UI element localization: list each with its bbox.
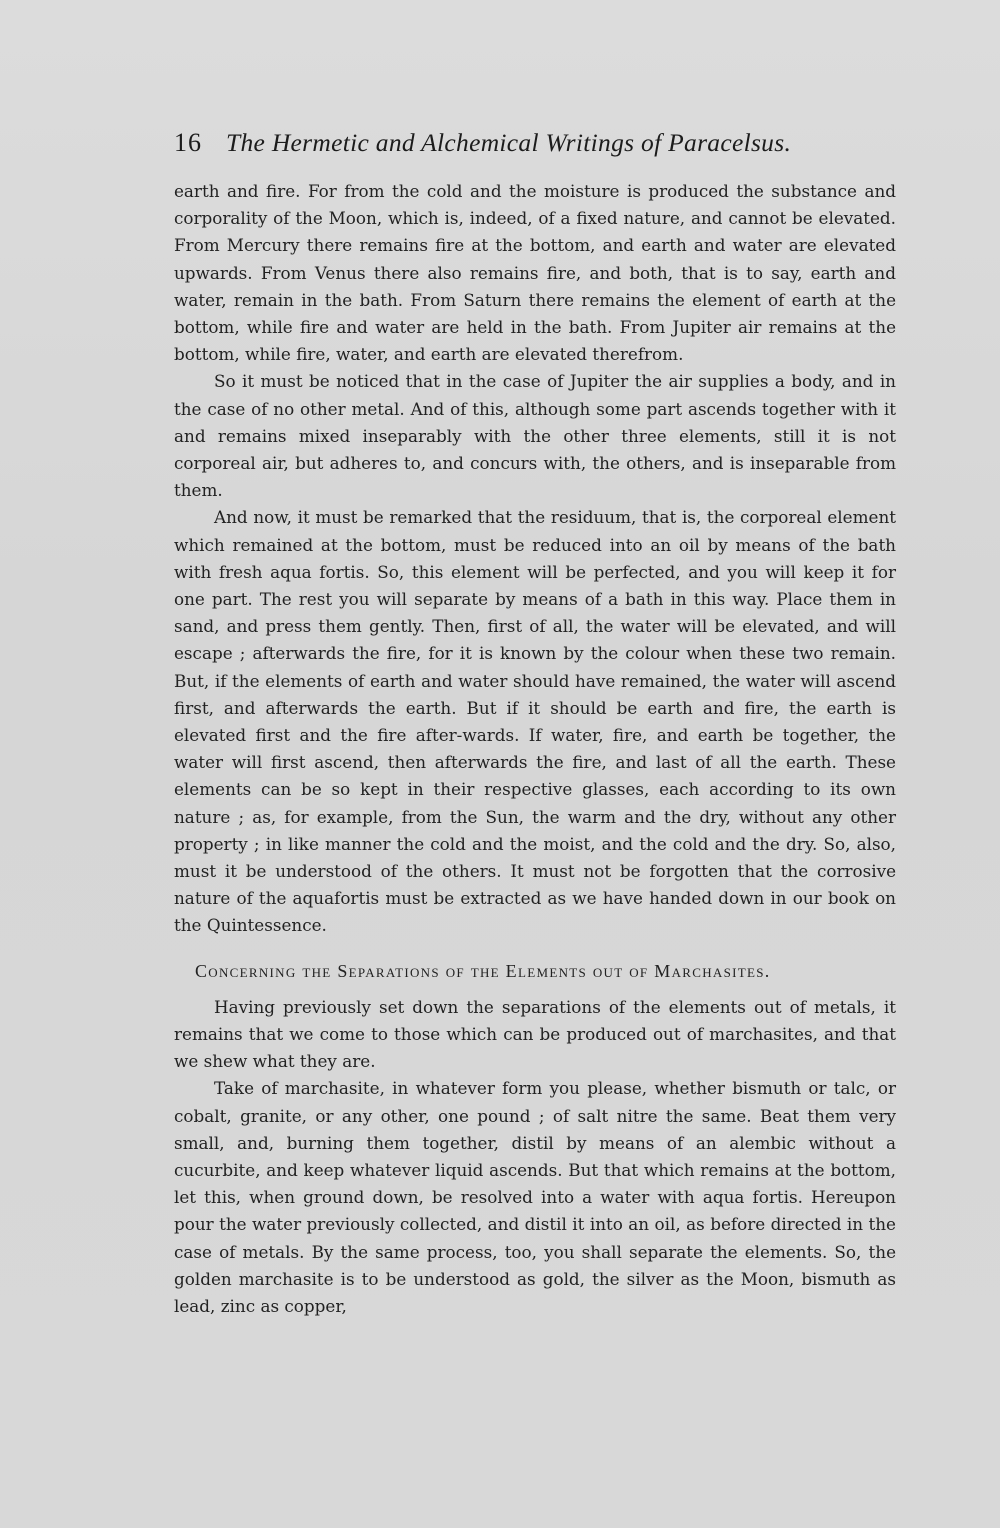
paragraph: And now, it must be remarked that the residuum, that is, the corporeal element which remained at the bottom, must be reduced into an oil by means of the bath with fresh aqua fortis. So, this element will be perfected, and you will keep it for one part. The rest you will separate by means of a bath in this way. Place them in sand, and press them gently. Then, first of all, the water will be elevated, and will escape ; afterwards the fire, for it is known by the colour when these two remain. But, if the elements of earth and water should have remained, the water will ascend first, and afterwards the earth. But if it should be earth and fire, the earth is elevated first and the fire after-wards. If water, fire, and earth be together, the water will first ascend, then afterwards the fire, and last of all the earth. These elements can be so kept in their respective glasses, each according to its own nature ; as, for example, from the Sun, the warm and the dry, without any other property ; in like manner the cold and the moist, and the cold and the dry. So, also, must it be understood of the others. It must not be forgotten that the corrosive nature of the aquafortis must be extracted as we have handed down in our book on the Quintessence. <box>174 507 896 936</box>
page-number: 16 <box>174 128 202 157</box>
paragraph: Take of marchasite, in whatever form you please, whether bismuth or talc, or cobalt, granite, or any other, one pound ; of salt nitre the same. Beat them very small, and, burning them together, distil by means of an alembic without a cucurbite, and keep whatever liquid ascends. But that which remains at the bottom, let this, when ground down, be resolved into a water with aqua fortis. Hereupon pour the water previously collected, and distil it into an oil, as before directed in the case of metals. By the same process, too, you shall separate the elements. So, the golden marchasite is to be understood as gold, the silver as the Moon, bismuth as lead, zinc as copper, <box>174 1078 896 1316</box>
page-header <box>174 128 844 158</box>
paragraph: So it must be noticed that in the case of Jupiter the air supplies a body, and in the case of no other metal. And of this, although some part ascends together with it and remains mixed inseparably with the other three elements, still it is not corporeal air, but adheres to, and concurs with, the others, and is inseparable from them. <box>174 371 896 501</box>
running-title: The Hermetic and Alchemical Writings of Paracelsus. <box>226 128 792 157</box>
section-heading: Concerning the Separations of the Elements out of Marchasites. <box>195 960 771 981</box>
paragraph: earth and fire. For from the cold and the moisture is produced the substance and corporality of the Moon, which is, indeed, of a fixed nature, and cannot be elevated. From Mercury there remains fire at the bottom, and earth and water are elevated upwards. From Venus there also remains fire, and both, that is to say, earth and water, remain in the bath. From Saturn there remains the element of earth at the bottom, while fire and water are held in the bath. From Jupiter air remains at the bottom, while fire, water, and earth are elevated therefrom. <box>174 181 896 365</box>
paragraph: Having previously set down the separations of the elements out of metals, it remains that we come to those which can be produced out of marchasites, and that we shew what they are. <box>174 996 896 1072</box>
body-text <box>174 178 896 1320</box>
